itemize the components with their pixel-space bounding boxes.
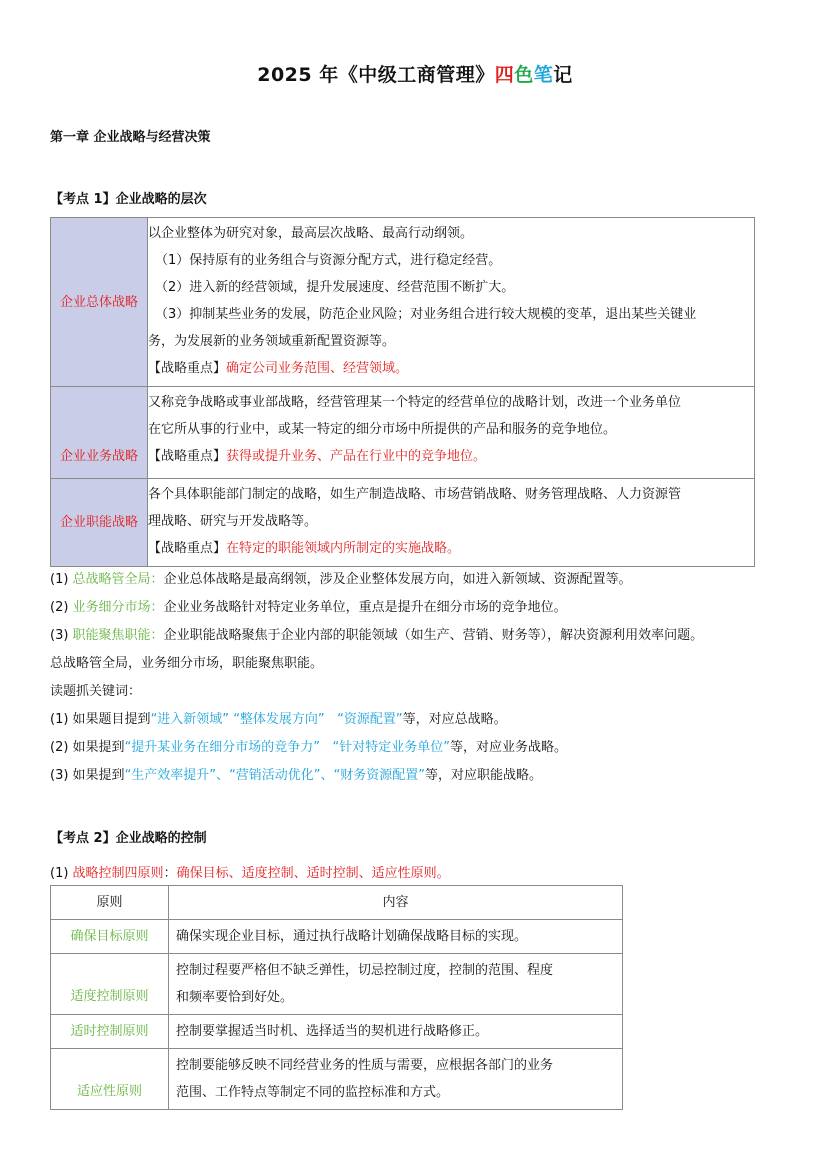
kw-post: 等，对应总战略。 — [402, 712, 507, 727]
kw-post: 等，对应职能战略。 — [425, 768, 543, 783]
content-line: 控制要掌握适当时机、选择适当的契机进行战略修正。 — [176, 1024, 489, 1039]
kw-key: “营销活动优化” — [229, 768, 321, 783]
table-row — [51, 387, 755, 479]
kw-pre: (2) 如果提到 — [50, 740, 125, 755]
table-row — [51, 954, 623, 1015]
title-prefix: 2025 年《中级工商管理》 — [257, 64, 495, 86]
table-row — [51, 479, 755, 567]
key-prefix: 【战略重点】 — [148, 541, 227, 556]
keyword-intro: 读题抓关键词： — [50, 684, 142, 699]
note-num: (3) — [50, 628, 73, 643]
table-row — [51, 920, 623, 954]
principle-content — [169, 954, 623, 1015]
title-char-blue: 笔 — [533, 64, 554, 86]
notes-section — [50, 566, 810, 790]
kw-pre: (3) 如果提到 — [50, 768, 125, 783]
page-title — [0, 60, 830, 87]
key-prefix: 【战略重点】 — [148, 361, 227, 376]
content-line: （3）抑制某些业务的发展，防范企业风险；对业务组合进行较大规模的变革，退出某些关键业 — [155, 307, 697, 322]
table-row — [51, 1015, 623, 1049]
principle-content — [169, 920, 623, 954]
note-summary: 总战略管全局，业务细分市场，职能聚焦职能。 — [50, 656, 324, 671]
kw-key: “财务资源配置” — [333, 768, 426, 783]
chapter-heading: 第一章 企业战略与经营决策 — [50, 130, 211, 145]
table-header-row — [51, 886, 623, 920]
content-line: 各个具体职能部门制定的战略，如生产制造战略、市场营销战略、财务管理战略、人力资源管 — [148, 487, 682, 502]
principle-label: 适时控制原则 — [51, 1015, 169, 1049]
content-line: （1）保持原有的业务组合与资源分配方式，进行稳定经营。 — [155, 253, 502, 268]
content-line: 确保实现企业目标，通过执行战略计划确保战略目标的实现。 — [176, 929, 528, 944]
note-item — [50, 594, 810, 622]
note-item — [50, 566, 810, 594]
content-line: 控制过程要严格但不缺乏弹性，切忌控制过度，控制的范围、程度 — [176, 963, 554, 978]
content-line: 在它所从事的行业中，或某一特定的细分市场中所提供的产品和服务的竞争地位。 — [148, 422, 617, 437]
row-content — [148, 479, 755, 567]
kw-key: “进入新领域” — [150, 712, 230, 727]
kw-key: “整体发展方向” — [233, 712, 325, 727]
kw-sep: 、 — [216, 768, 230, 783]
principle-content — [169, 1049, 623, 1110]
key-text: 获得或提升业务、产品在行业中的竞争地位。 — [226, 449, 487, 464]
rule-num: (1) — [50, 866, 73, 881]
control-principles-table — [50, 885, 623, 1110]
content-line: 以企业整体为研究对象，最高层次战略、最高行动纲领。 — [148, 226, 474, 241]
row-label: 企业业务战略 — [51, 387, 148, 479]
row-content — [148, 218, 755, 387]
rule-colon: ： — [163, 866, 177, 881]
rule-label: 战略控制四原则 — [72, 866, 164, 881]
point2-heading: 【考点 2】企业战略的控制 — [50, 831, 207, 846]
content-line: 务，为发展新的业务领域重新配置资源等。 — [148, 334, 396, 349]
kw-key: “提升某业务在细分市场的竞争力” — [124, 740, 321, 755]
keyword-line — [50, 706, 810, 734]
principle-label: 适应性原则 — [51, 1049, 169, 1110]
title-char-green: 色 — [514, 64, 534, 86]
keyword-line — [50, 734, 810, 762]
column-header: 内容 — [169, 886, 623, 920]
rule-text: 确保目标、适度控制、适时控制、适应性原则。 — [176, 866, 450, 881]
note-text: 企业总体战略是最高纲领，涉及企业整体发展方向，如进入新领域、资源配置等。 — [163, 572, 632, 587]
kw-sep: 、 — [320, 768, 334, 783]
key-prefix: 【战略重点】 — [148, 449, 227, 464]
key-text: 在特定的职能领域内所制定的实施战略。 — [226, 541, 461, 556]
control-rule-line — [50, 862, 450, 881]
title-char-black: 记 — [553, 64, 573, 86]
note-key: 职能聚焦职能： — [72, 628, 164, 643]
kw-key: “针对特定业务单位” — [332, 740, 450, 755]
principle-content — [169, 1015, 623, 1049]
strategy-key-line — [148, 535, 754, 562]
key-text: 确定公司业务范围、经营领域。 — [226, 361, 409, 376]
content-line: 控制要能够反映不同经营业务的性质与需要，应根据各部门的业务 — [176, 1058, 554, 1073]
kw-pre: (1) 如果题目提到 — [50, 712, 151, 727]
note-item — [50, 622, 810, 650]
note-num: (2) — [50, 600, 73, 615]
note-text: 企业业务战略针对特定业务单位，重点是提升在细分市场的竞争地位。 — [163, 600, 567, 615]
kw-key: “资源配置” — [337, 712, 403, 727]
principle-label: 适度控制原则 — [51, 954, 169, 1015]
row-content — [148, 387, 755, 479]
kw-post: 等，对应业务战略。 — [449, 740, 567, 755]
content-line: （2）进入新的经营领域，提升发展速度、经营范围不断扩大。 — [155, 280, 515, 295]
strategy-key-line — [148, 355, 754, 382]
content-line: 又称竞争战略或事业部战略，经营管理某一个特定的经营单位的战略计划，改进一个业务单位 — [148, 395, 682, 410]
content-line: 范围、工作特点等制定不同的监控标准和方式。 — [176, 1085, 450, 1100]
table-row — [51, 218, 755, 387]
content-line: 理战略、研究与开发战略等。 — [148, 514, 318, 529]
strategy-levels-table — [50, 217, 755, 567]
note-key: 总战略管全局： — [72, 572, 164, 587]
content-line: 和频率要恰到好处。 — [176, 990, 294, 1005]
keyword-line — [50, 762, 810, 790]
principle-label: 确保目标原则 — [51, 920, 169, 954]
note-key: 业务细分市场： — [72, 600, 164, 615]
note-text: 企业职能战略聚焦于企业内部的职能领域（如生产、营销、财务等），解决资源利用效率问题。 — [163, 628, 704, 643]
kw-key: “生产效率提升” — [124, 768, 217, 783]
row-label: 企业总体战略 — [51, 218, 148, 387]
point1-heading: 【考点 1】企业战略的层次 — [50, 192, 207, 207]
column-header: 原则 — [51, 886, 169, 920]
table-row — [51, 1049, 623, 1110]
title-char-red: 四 — [494, 64, 515, 86]
strategy-key-line — [148, 443, 754, 470]
row-label: 企业职能战略 — [51, 479, 148, 567]
note-num: (1) — [50, 572, 73, 587]
